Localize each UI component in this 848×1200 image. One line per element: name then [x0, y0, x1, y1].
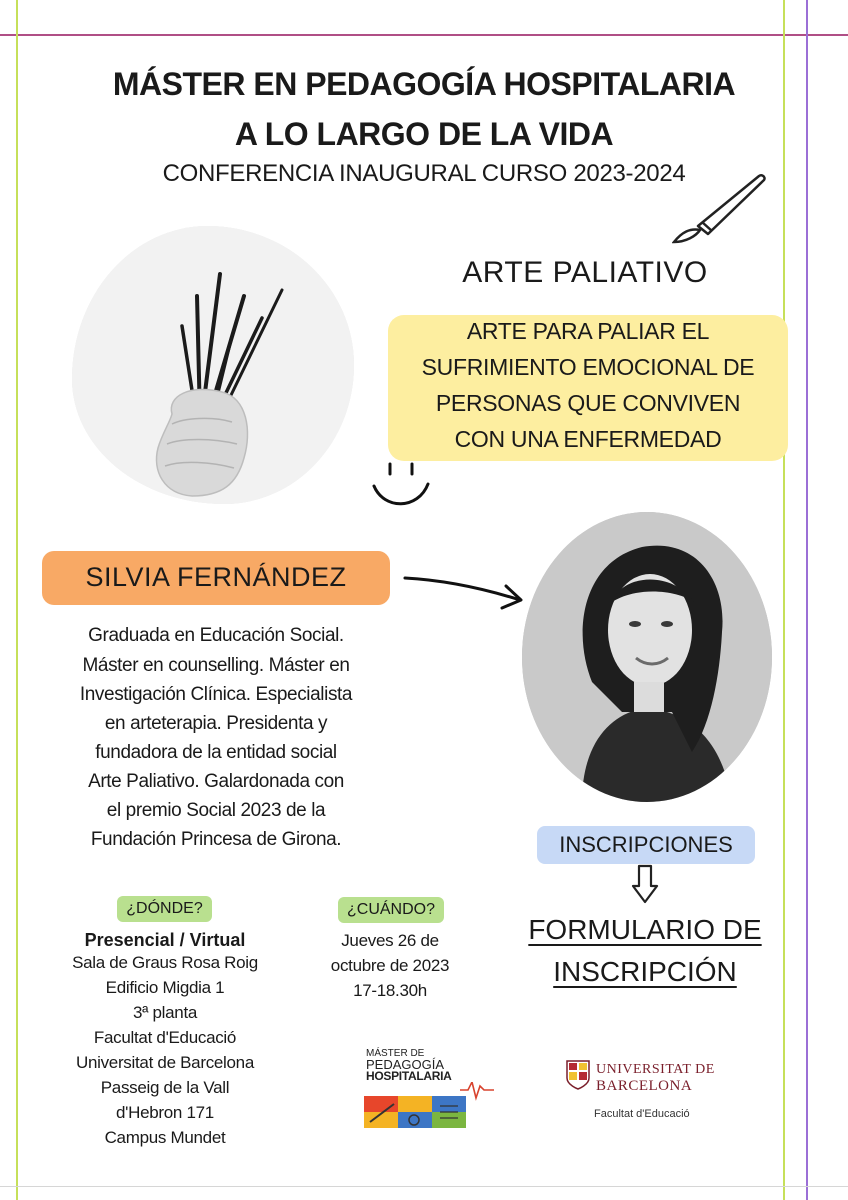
topic-line: CON UNA ENFERMEDAD	[454, 426, 722, 452]
arrow-right-icon	[402, 568, 528, 616]
venue-line: Facultat d'Educació	[93, 1028, 237, 1047]
bio-line: fundadora de la entidad social	[95, 742, 337, 763]
attendance-mode: Presencial / Virtual	[84, 930, 246, 950]
frame-top-line	[0, 34, 848, 36]
where-label: ¿DÓNDE?	[117, 896, 212, 922]
bio-line: Graduada en Educación Social.	[88, 625, 344, 646]
bio-line: en arteterapia. Presidenta y	[104, 713, 328, 734]
when-label: ¿CUÁNDO?	[338, 897, 444, 923]
bio-line: Investigación Clínica. Especialista	[79, 684, 353, 705]
bio-line: Arte Paliativo. Galardonada con	[88, 771, 344, 792]
master-logo-line: MÁSTER DE	[366, 1048, 425, 1059]
topic-line: SUFRIMIENTO EMOCIONAL DE	[421, 354, 755, 380]
date-line: Jueves 26 de	[341, 931, 439, 950]
brushes-photo	[72, 226, 354, 504]
title-line-2: A LO LARGO DE LA VIDA	[234, 116, 614, 152]
registration-label: INSCRIPCIONES	[559, 832, 733, 857]
topic-line: ARTE PARA PALIAR EL	[466, 318, 710, 344]
venue-line: d'Hebron 171	[116, 1103, 214, 1122]
subtitle: CONFERENCIA INAUGURAL CURSO 2023-2024	[162, 160, 686, 187]
smiley-icon	[368, 458, 434, 512]
university-name-line: UNIVERSITAT DE	[596, 1062, 715, 1077]
faculty-name: Facultat d'Educació	[594, 1108, 690, 1120]
bio-line: el premio Social 2023 de la	[106, 800, 326, 821]
date-line: octubre de 2023	[330, 956, 450, 975]
venue-line: Edificio Migdia 1	[105, 978, 225, 997]
venue-line: Campus Mundet	[104, 1128, 226, 1147]
university-name-line: BARCELONA	[596, 1078, 693, 1094]
time-line: 17-18.30h	[353, 981, 427, 1000]
venue-line: Sala de Graus Rosa Roig	[72, 953, 258, 972]
bio-line: Fundación Princesa de Girona.	[90, 829, 342, 850]
master-logo-line: HOSPITALARIA	[366, 1069, 452, 1083]
registration-form-link[interactable]: INSCRIPCIÓN	[553, 956, 737, 987]
speaker-portrait	[522, 512, 772, 802]
title-line-1: MÁSTER EN PEDAGOGÍA HOSPITALARIA	[112, 66, 736, 102]
venue-line: Passeig de la Vall	[100, 1078, 230, 1097]
registration-form-link[interactable]: FORMULARIO DE	[528, 914, 762, 945]
frame-bottom-line	[0, 1186, 848, 1187]
university-logo	[566, 1060, 716, 1126]
venue-line: Universitat de Barcelona	[75, 1053, 254, 1072]
topic-heading: ARTE PALIATIVO	[462, 256, 708, 289]
topic-line: PERSONAS QUE CONVIVEN	[435, 390, 741, 416]
venue-line: 3ª planta	[132, 1003, 198, 1022]
master-logo	[364, 1048, 496, 1130]
master-logo-line: PEDAGOGÍA	[366, 1057, 445, 1072]
arrow-down-icon	[630, 864, 660, 906]
paintbrush-icon	[672, 172, 772, 246]
speaker-name: SILVIA FERNÁNDEZ	[85, 562, 347, 592]
bio-line: Máster en counselling. Máster en	[82, 655, 350, 676]
